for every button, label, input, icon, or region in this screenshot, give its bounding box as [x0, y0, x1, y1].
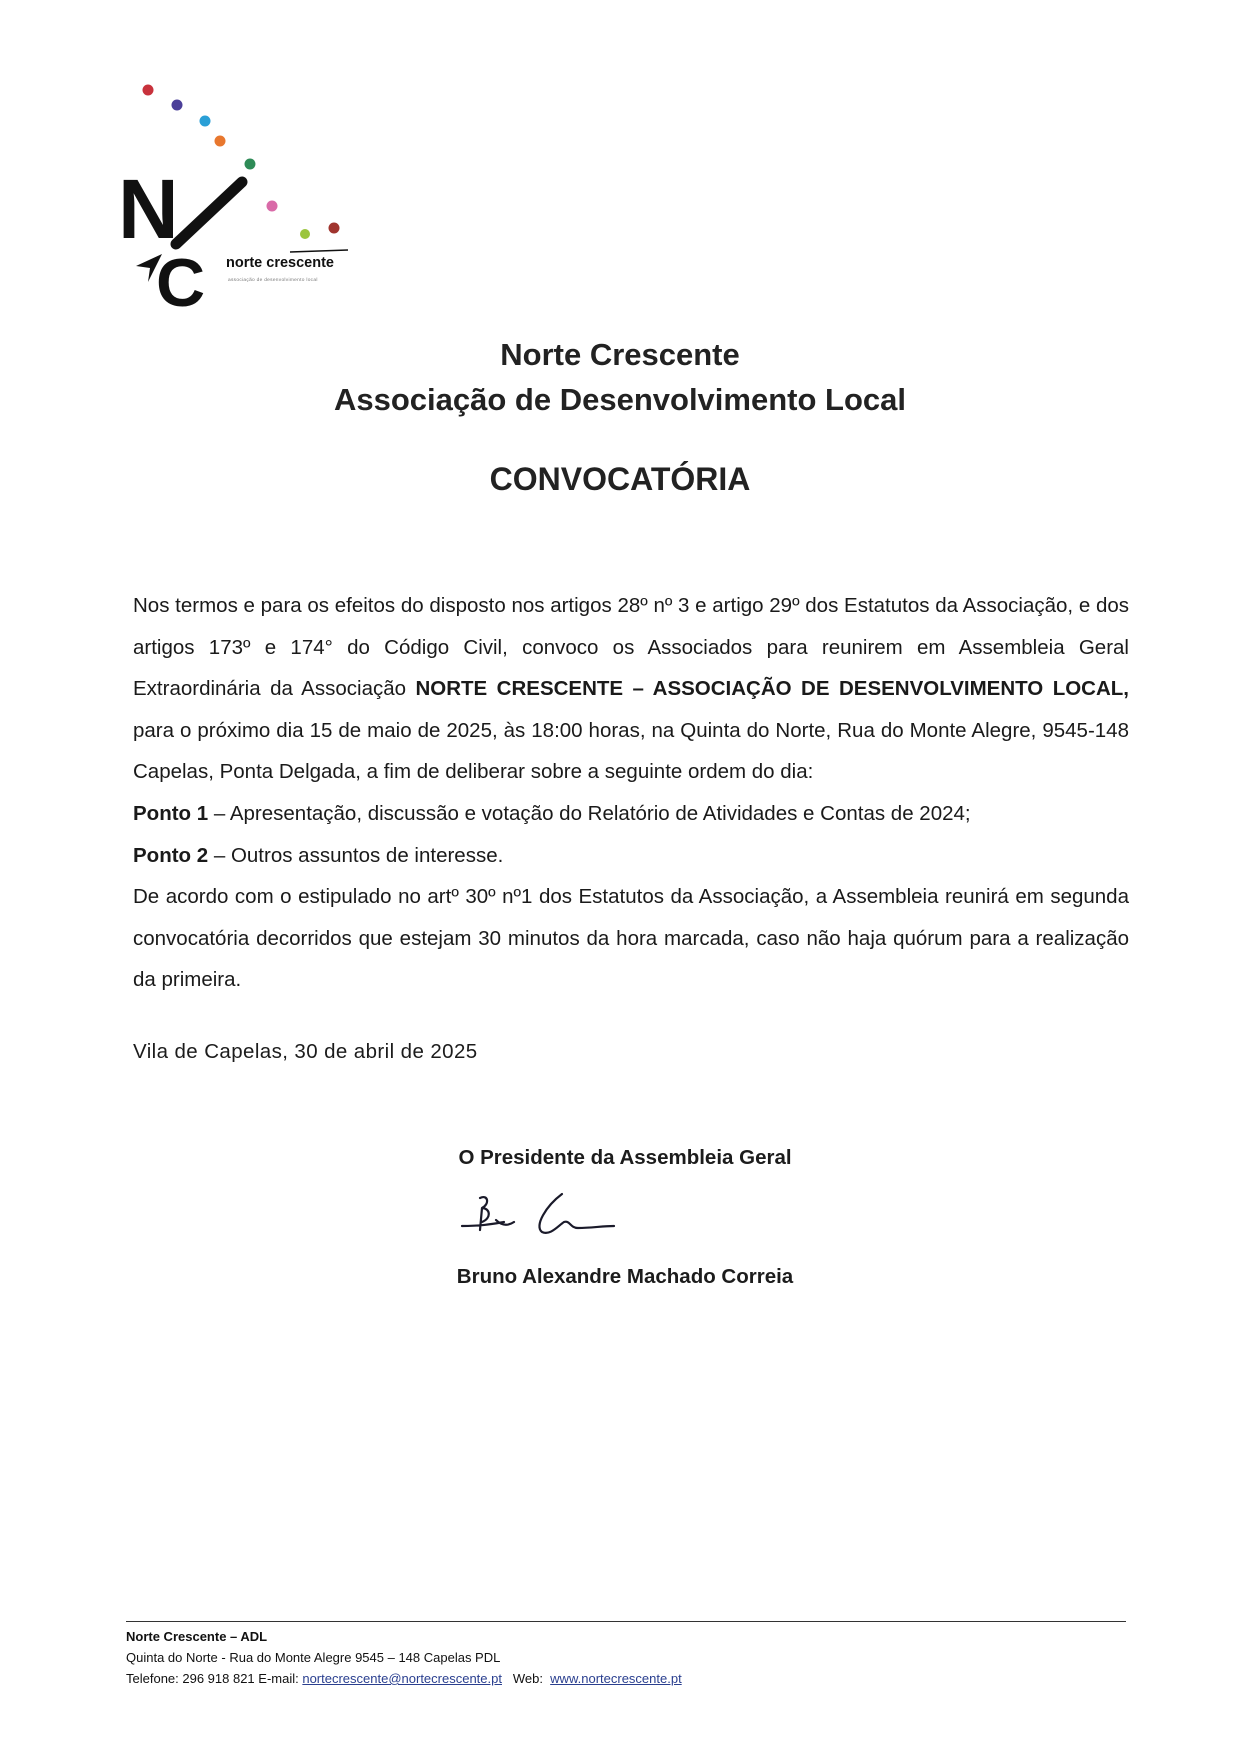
logo-tagline: associação de desenvolvimento local: [228, 278, 318, 283]
agenda-item-1: Ponto 1 – Apresentação, discussão e votação do Relatório de Atividades e Contas de 2024;: [133, 801, 971, 825]
place-date: Vila de Capelas, 30 de abril de 2025: [133, 1040, 478, 1063]
handwritten-signature: [452, 1186, 632, 1254]
association-name: NORTE CRESCENTE – ASSOCIAÇÃO DE DESENVOLVIMENTO LOCAL,: [415, 677, 1129, 701]
logo-letter-c: C: [156, 245, 206, 318]
logo-dot: [329, 223, 340, 234]
footer-address: Quinta do Norte - Rua do Monte Alegre 9545 – 148 Capelas PDL: [126, 1650, 501, 1665]
logo-dot: [215, 136, 226, 147]
signatory-name: Bruno Alexandre Machado Correia: [456, 1265, 794, 1288]
logo-wordmark: norte crescente: [226, 255, 334, 271]
quorum-paragraph: De acordo com o estipulado no artº 30º nº1 dos Estatutos da Associação, a Assembleia reunirá em segunda convocatória decorridos que estejam 30 minutos da hora marcada, caso não haja quórum para a realização da primeira.: [133, 885, 1129, 992]
footer-web-label: Web:: [512, 1671, 547, 1686]
agenda-item-label: Ponto 1: [133, 801, 209, 825]
body-text: [133, 585, 1129, 1001]
signatory-title: O Presidente da Assembleia Geral: [458, 1146, 792, 1169]
footer-divider: [126, 1621, 1126, 1622]
org-name: Norte Crescente: [500, 337, 740, 372]
convocation-paragraph: Nos termos e para os efeitos do disposto nos artigos 28º nº 3 e artigo 29º dos Estatutos da Associação, e dos artigos 173º e 174° do Código Civil, convoco os Associados para reunirem em Assembleia Geral Extraordinária da Associação NORTE CRESCENTE – ASSOCIAÇÃO DE DESENVOLVIMENTO LOCAL, para o próximo dia 15 de maio de 2025, às 18:00 horas, na Quinta do Norte, Rua do Monte Alegre, 9545-148 Capelas, Ponta Delgada, a fim de deliberar sobre a seguinte ordem do dia:: [133, 594, 1129, 784]
logo-slash: [176, 182, 242, 244]
footer-phone: Telefone: 296 918 821 E-mail:: [126, 1671, 303, 1686]
norte-crescente-logo: [118, 78, 408, 318]
logo-dot: [200, 116, 211, 127]
logo-wordmark-accent: [290, 250, 348, 252]
org-subtitle: Associação de Desenvolvimento Local: [334, 382, 906, 417]
footer-org: Norte Crescente – ADL: [126, 1629, 268, 1644]
agenda-item-label: Ponto 2: [133, 843, 209, 867]
logo-dot: [245, 159, 256, 170]
logo-dot: [300, 229, 310, 239]
logo-dot: [143, 85, 154, 96]
logo-dot: [267, 201, 278, 212]
logo-letter-n: N: [118, 162, 179, 256]
logo-dot: [172, 100, 183, 111]
footer-contacts: [126, 1668, 682, 1689]
footer: [126, 1626, 682, 1689]
agenda-item-2: Ponto 2 – Outros assuntos de interesse.: [133, 843, 504, 867]
email-link[interactable]: nortecrescente@nortecrescente.pt: [302, 1671, 502, 1686]
website-link[interactable]: www.nortecrescente.pt: [550, 1671, 682, 1686]
document-title: CONVOCATÓRIA: [489, 461, 751, 497]
